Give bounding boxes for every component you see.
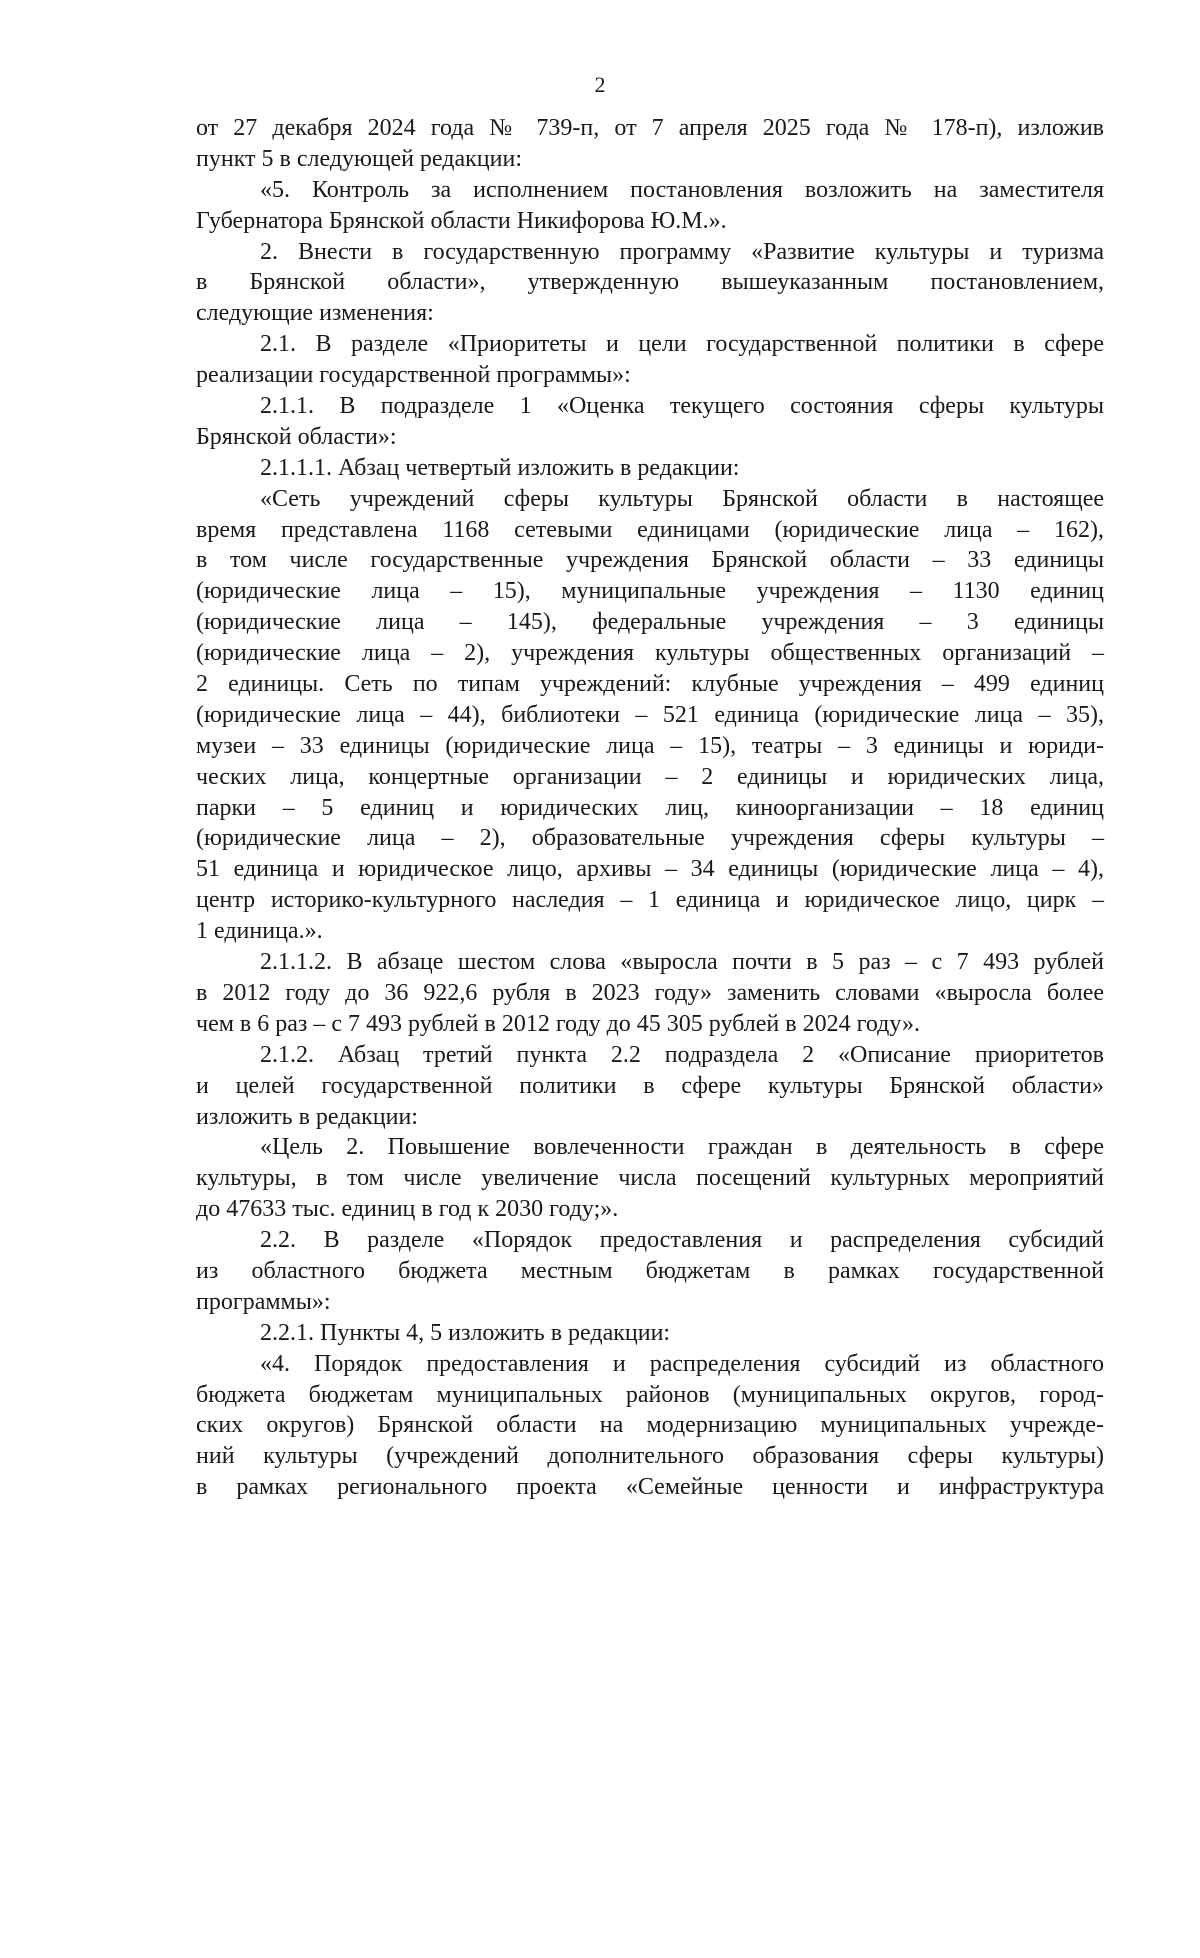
text-line: чем в 6 раз – с 7 493 рублей в 2012 году до 45 305 рублей в 2024 году». (196, 1010, 920, 1037)
text-line: программы»: (196, 1288, 331, 1315)
text-line: 2.1.2. Абзац третий пункта 2.2 подраздела 2 «Описание приоритетов (260, 1041, 1104, 1068)
text-line: (юридические лица – 145), федеральные учреждения – 3 единицы (196, 609, 1104, 636)
text-line: 51 единица и юридическое лицо, архивы – 34 единицы (юридические лица – 4), (196, 856, 1104, 883)
text-line: из областного бюджета местным бюджетам в рамках государственной (196, 1257, 1104, 1284)
text-line: бюджета бюджетам муниципальных районов (муниципальных округов, город- (196, 1381, 1104, 1408)
text-line: 2.1.1. В подразделе 1 «Оценка текущего состояния сферы культуры (260, 393, 1104, 420)
text-line: следующие изменения: (196, 300, 434, 327)
text-line: «4. Порядок предоставления и распределения субсидий из областного (260, 1350, 1104, 1377)
text-line: от 27 декабря 2024 года № 739-п, от 7 апреля 2025 года № 178-п), изложив (196, 115, 1104, 141)
text-line: 1 единица.». (196, 918, 323, 945)
text-line: 2.1.1.2. В абзаце шестом слова «выросла почти в 5 раз – с 7 493 рублей (260, 949, 1104, 976)
text-line: Губернатора Брянской области Никифорова Ю.М.». (196, 207, 727, 234)
text-line: в том числе государственные учреждения Брянской области – 33 единицы (196, 547, 1104, 574)
text-line: центр историко-культурного наследия – 1 единица и юридическое лицо, цирк – (196, 887, 1104, 914)
text-line: (юридические лица – 44), библиотеки – 521 единица (юридические лица – 35), (196, 701, 1104, 728)
text-line: (юридические лица – 2), образовательные учреждения сферы культуры – (196, 825, 1104, 852)
text-line: и целей государственной политики в сфере культуры Брянской области» (196, 1072, 1104, 1099)
text-line: ческих лица, концертные организации – 2 единицы и юридических лица, (196, 763, 1104, 790)
text-line: 2.1. В разделе «Приоритеты и цели государственной политики в сфере (260, 331, 1104, 358)
text-line: в Брянской области», утвержденную вышеуказанным постановлением, (196, 269, 1104, 296)
text-line: реализации государственной программы»: (196, 362, 631, 389)
text-line: 2.2. В разделе «Порядок предоставления и распределения субсидий (260, 1227, 1104, 1254)
text-line: (юридические лица – 15), муниципальные учреждения – 1130 единиц (196, 578, 1104, 605)
text-line: Брянской области»: (196, 423, 397, 450)
text-line: время представлена 1168 сетевыми единицами (юридические лица – 162), (196, 516, 1104, 543)
page-number: 2 (594, 72, 606, 97)
document-body (196, 113, 1104, 1503)
text-line: «Сеть учреждений сферы культуры Брянской области в настоящее (260, 485, 1104, 512)
text-line: 2.2.1. Пункты 4, 5 изложить в редакции: (260, 1319, 671, 1346)
text-line: «5. Контроль за исполнением постановления возложить на заместителя (260, 176, 1104, 203)
text-line: 2 единицы. Сеть по типам учреждений: клубные учреждения – 499 единиц (196, 671, 1104, 698)
text-line: пункт 5 в следующей редакции: (196, 145, 522, 172)
text-line: «Цель 2. Повышение вовлеченности граждан в деятельность в сфере (260, 1134, 1104, 1161)
text-line: (юридические лица – 2), учреждения культуры общественных организаций – (196, 640, 1104, 667)
text-line: до 47633 тыс. единиц в год к 2030 году;». (196, 1196, 619, 1223)
text-line: изложить в редакции: (196, 1103, 418, 1130)
text-line: музеи – 33 единицы (юридические лица – 15), театры – 3 единицы и юриди- (196, 732, 1104, 759)
text-line: парки – 5 единиц и юридических лиц, киноорганизации – 18 единиц (196, 794, 1104, 821)
text-line: культуры, в том числе увеличение числа посещений культурных мероприятий (196, 1165, 1104, 1192)
text-line: в 2012 году до 36 922,6 рубля в 2023 году» заменить словами «выросла более (196, 979, 1104, 1006)
text-line: в рамках регионального проекта «Семейные ценности и инфраструктура (196, 1474, 1104, 1501)
text-line: 2. Внести в государственную программу «Развитие культуры и туризма (260, 238, 1104, 265)
text-line: 2.1.1.1. Абзац четвертый изложить в редакции: (260, 454, 740, 481)
text-line: ских округов) Брянской области на модернизацию муниципальных учрежде- (196, 1412, 1104, 1439)
text-line: ний культуры (учреждений дополнительного образования сферы культуры) (196, 1443, 1104, 1470)
